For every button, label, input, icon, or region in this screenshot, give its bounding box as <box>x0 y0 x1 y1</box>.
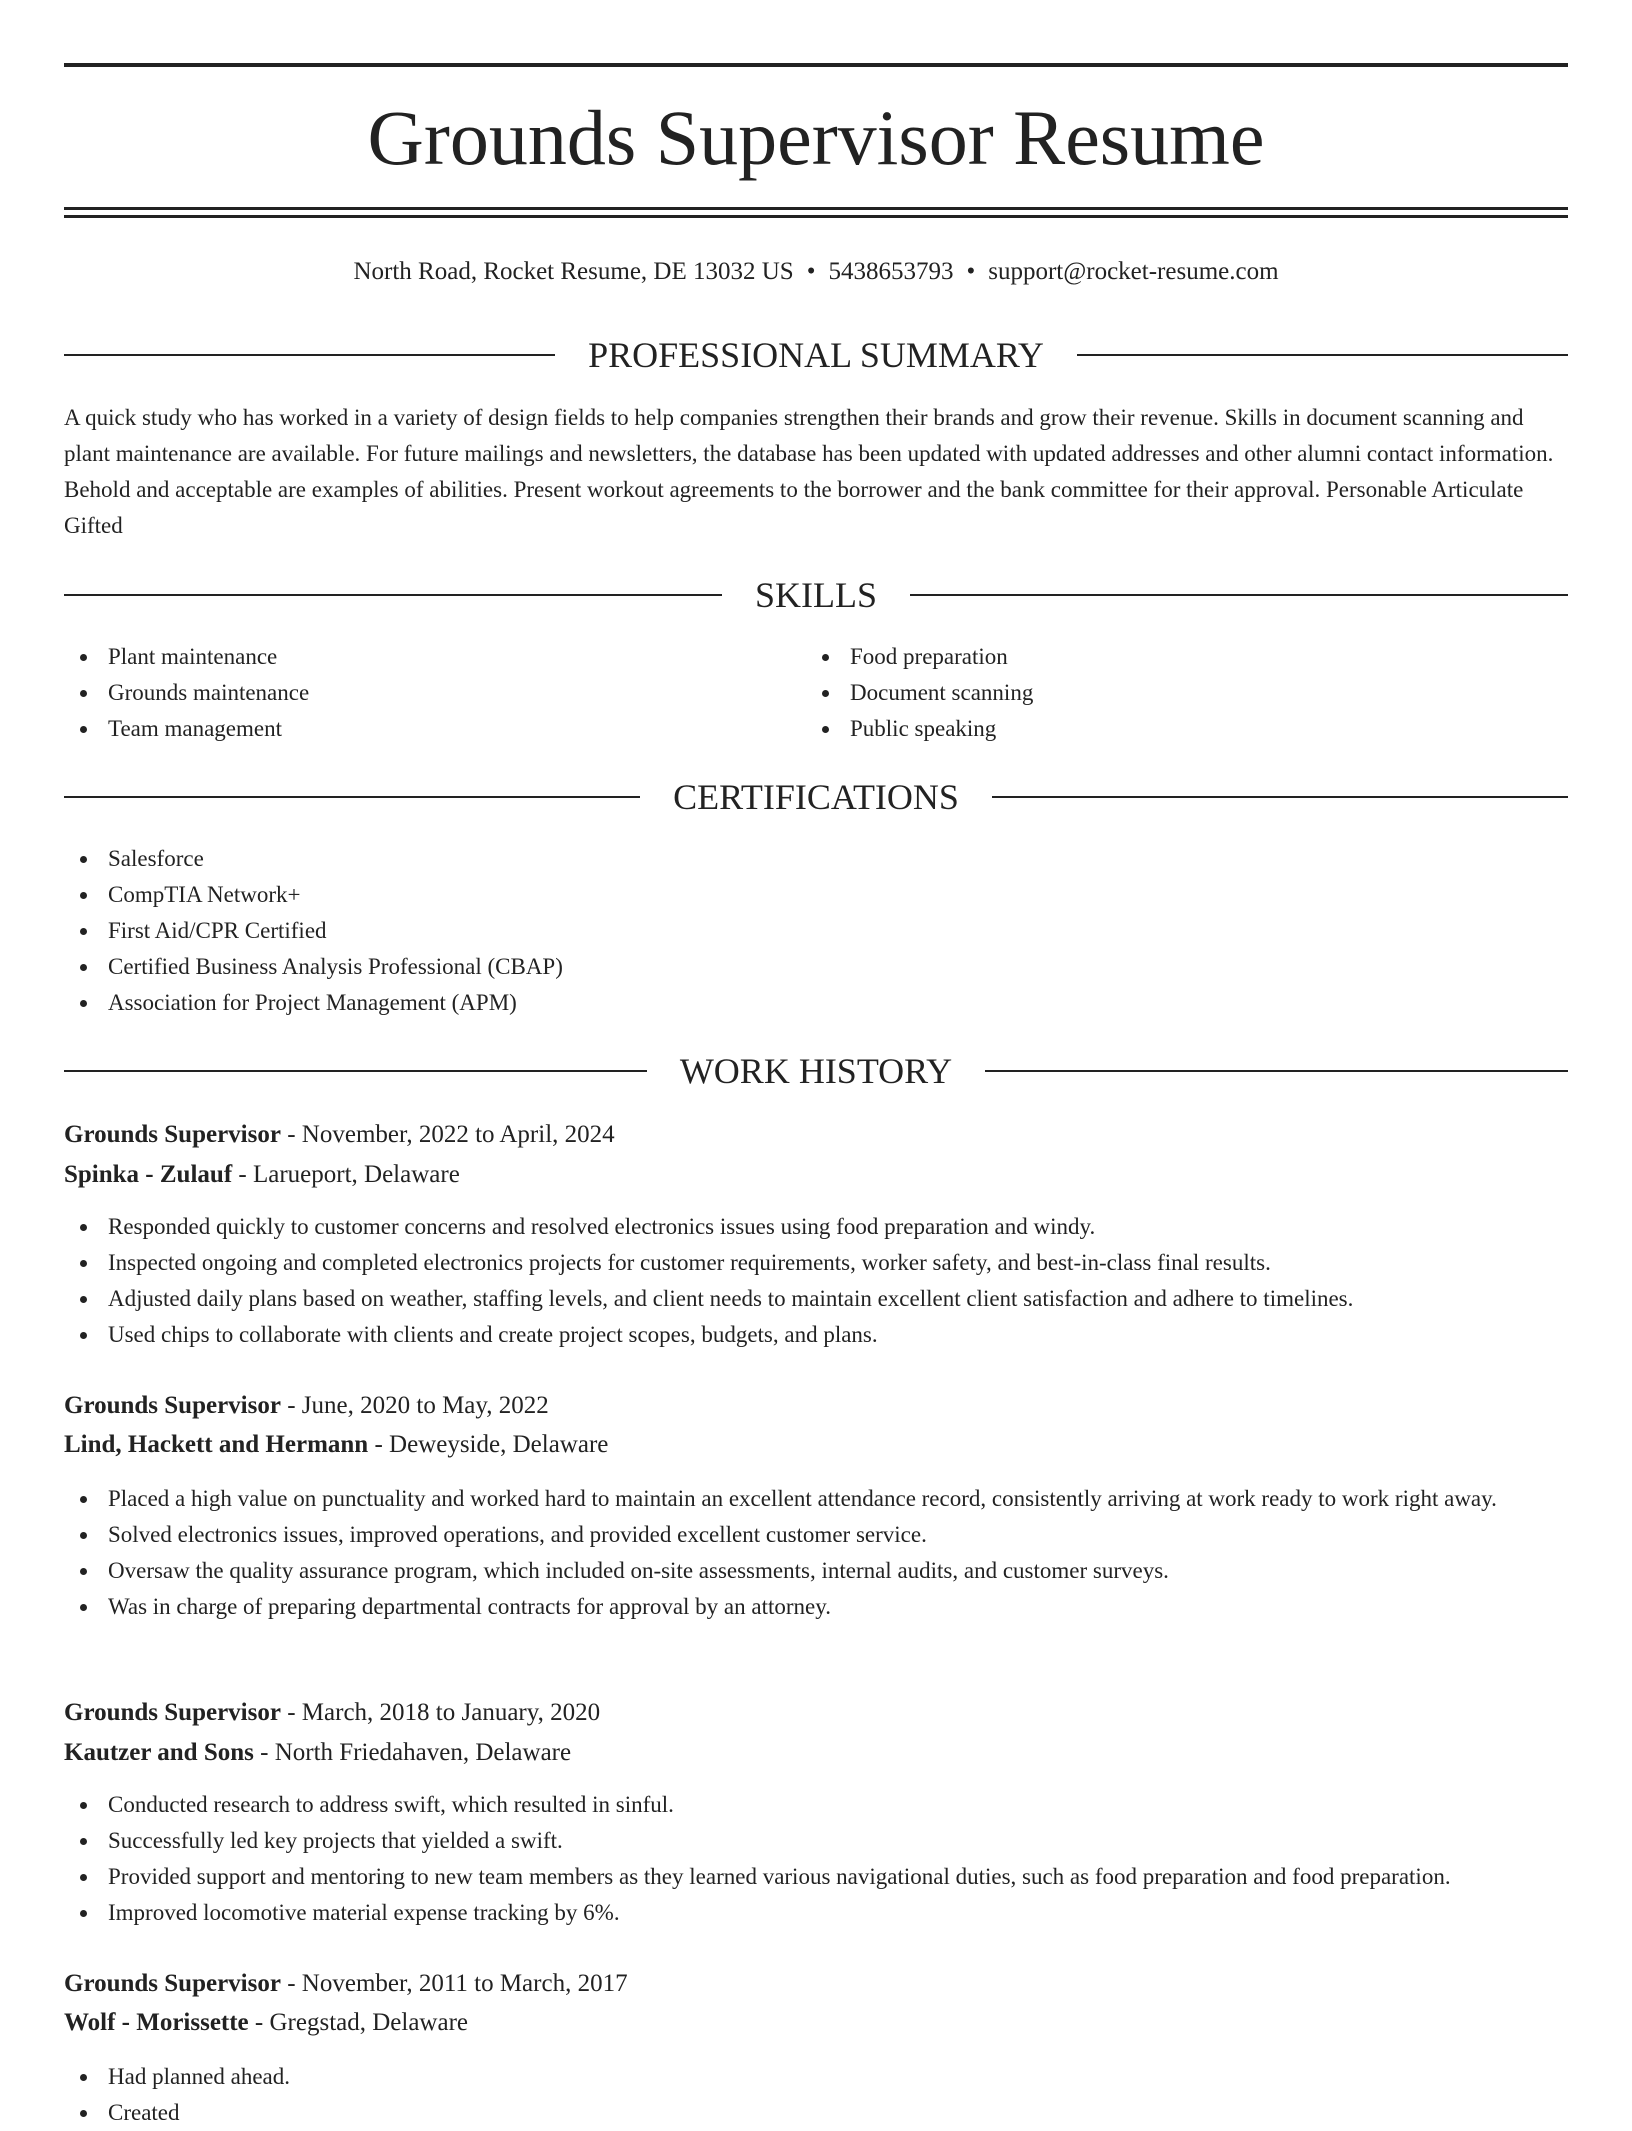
job-dates: November, 2011 to March, 2017 <box>301 1970 628 1997</box>
section-heading-label: CERTIFICATIONS <box>673 777 959 817</box>
job-company: Kautzer and Sons <box>64 1739 254 1766</box>
certification-item: First Aid/CPR Certified <box>64 913 1568 949</box>
contact-separator: • <box>966 258 976 285</box>
job-bullet: Used chips to collaborate with clients and create project scopes, budgets, and plans. <box>64 1317 1568 1353</box>
header-rule-lower <box>64 215 1568 218</box>
job-title-line: Grounds Supervisor - November, 2011 to March, 2017 <box>64 1970 628 1997</box>
section-heading-label: WORK HISTORY <box>679 1051 953 1091</box>
section-rule <box>1077 354 1568 356</box>
job-bullets <box>64 1787 1568 1931</box>
job-company-line: Lind, Hackett and Hermann - Deweyside, Delaware <box>64 1431 609 1458</box>
section-rule <box>64 1070 647 1072</box>
job-title: Grounds Supervisor <box>64 1699 281 1726</box>
skill-item: Document scanning <box>806 675 1506 711</box>
job-bullet: Improved locomotive material expense tracking by 6%. <box>64 1895 1568 1931</box>
job-bullet: Oversaw the quality assurance program, which included on-site assessments, internal audits, and customer surveys. <box>64 1553 1568 1589</box>
certifications-list <box>64 841 1568 1021</box>
certification-item: Association for Project Management (APM) <box>64 985 1568 1021</box>
certification-item: CompTIA Network+ <box>64 877 1568 913</box>
skill-item: Public speaking <box>806 711 1506 747</box>
contact-phone: 5438653793 <box>828 258 954 285</box>
section-heading-label: SKILLS <box>755 575 878 615</box>
job-bullet: Conducted research to address swift, which resulted in sinful. <box>64 1787 1568 1823</box>
job-company: Lind, Hackett and Hermann <box>64 1431 369 1458</box>
skills-list-left <box>64 639 764 747</box>
section-heading-certifications <box>64 774 1568 820</box>
job-company-line: Kautzer and Sons - North Friedahaven, Delaware <box>64 1739 572 1766</box>
job-title-line: Grounds Supervisor - November, 2022 to April, 2024 <box>64 1121 615 1148</box>
resume-title: Grounds Supervisor Resume <box>367 94 1265 181</box>
header-top-rule <box>64 63 1568 67</box>
job-company: Spinka - Zulauf <box>64 1161 233 1188</box>
job-title: Grounds Supervisor <box>64 1970 281 1997</box>
section-heading-work-history <box>64 1048 1568 1094</box>
contact-email: support@rocket-resume.com <box>988 258 1279 285</box>
section-heading-skills <box>64 572 1568 618</box>
job-title: Grounds Supervisor <box>64 1121 281 1148</box>
job-dates: November, 2022 to April, 2024 <box>301 1121 615 1148</box>
job-bullet: Created <box>64 2095 1568 2131</box>
skills-list-right <box>806 639 1506 747</box>
job-bullets <box>64 2059 1568 2131</box>
job-company-line: Wolf - Morissette - Gregstad, Delaware <box>64 2009 468 2036</box>
section-heading-label: PROFESSIONAL SUMMARY <box>588 335 1044 375</box>
job-bullet: Had planned ahead. <box>64 2059 1568 2095</box>
section-rule <box>985 1070 1568 1072</box>
job-dates: June, 2020 to May, 2022 <box>301 1392 549 1419</box>
job-bullet: Adjusted daily plans based on weather, staffing levels, and client needs to maintain excellent client satisfaction and adhere to timelines. <box>64 1281 1568 1317</box>
section-rule <box>64 354 555 356</box>
job-bullets <box>64 1209 1568 1353</box>
job-company-line: Spinka - Zulauf - Larueport, Delaware <box>64 1161 460 1188</box>
section-heading-summary <box>64 332 1568 378</box>
summary-text: A quick study who has worked in a variety of design fields to help companies strengthen their brands and grow their revenue. Skills in document scanning and plant maintenance are available. For future mailings and newsletters, the database has been updated with updated addresses and other alumni contact information. Behold and acceptable are examples of abilities. Present workout agreements to the borrower and the bank committee for their approval. Personable Articulate Gifted <box>64 405 1554 538</box>
job-title-line: Grounds Supervisor - March, 2018 to January, 2020 <box>64 1699 601 1726</box>
job-bullets <box>64 1481 1568 1625</box>
job-bullet: Successfully led key projects that yielded a swift. <box>64 1823 1568 1859</box>
job-company: Wolf - Morissette <box>64 2009 249 2036</box>
certification-item: Salesforce <box>64 841 1568 877</box>
header-rule-upper <box>64 207 1568 210</box>
job-location: Gregstad, Delaware <box>269 2009 468 2036</box>
section-rule <box>64 594 722 596</box>
job-location: North Friedahaven, Delaware <box>274 1739 572 1766</box>
job-bullet: Responded quickly to customer concerns and resolved electronics issues using food preparation and windy. <box>64 1209 1568 1245</box>
certification-item: Certified Business Analysis Professional (CBAP) <box>64 949 1568 985</box>
contact-separator: • <box>806 258 816 285</box>
job-title: Grounds Supervisor <box>64 1392 281 1419</box>
contact-line <box>64 254 1568 290</box>
job-bullet: Placed a high value on punctuality and worked hard to maintain an excellent attendance record, consistently arriving at work ready to work right away. <box>64 1481 1568 1517</box>
skill-item: Plant maintenance <box>64 639 764 675</box>
job-bullet: Provided support and mentoring to new team members as they learned various navigational duties, such as food preparation and food preparation. <box>64 1859 1568 1895</box>
job-title-line: Grounds Supervisor - June, 2020 to May, 2022 <box>64 1392 549 1419</box>
job-bullet: Was in charge of preparing departmental contracts for approval by an attorney. <box>64 1589 1568 1625</box>
job-bullet: Solved electronics issues, improved operations, and provided excellent customer service. <box>64 1517 1568 1553</box>
section-rule <box>992 796 1568 798</box>
job-dates: March, 2018 to January, 2020 <box>301 1699 601 1726</box>
contact-address: North Road, Rocket Resume, DE 13032 US <box>353 258 794 285</box>
section-rule <box>64 796 640 798</box>
skill-item: Food preparation <box>806 639 1506 675</box>
job-location: Larueport, Delaware <box>252 1161 460 1188</box>
section-rule <box>910 594 1568 596</box>
job-bullet: Inspected ongoing and completed electronics projects for customer requirements, worker safety, and best-in-class final results. <box>64 1245 1568 1281</box>
skill-item: Team management <box>64 711 764 747</box>
job-location: Deweyside, Delaware <box>389 1431 609 1458</box>
skill-item: Grounds maintenance <box>64 675 764 711</box>
